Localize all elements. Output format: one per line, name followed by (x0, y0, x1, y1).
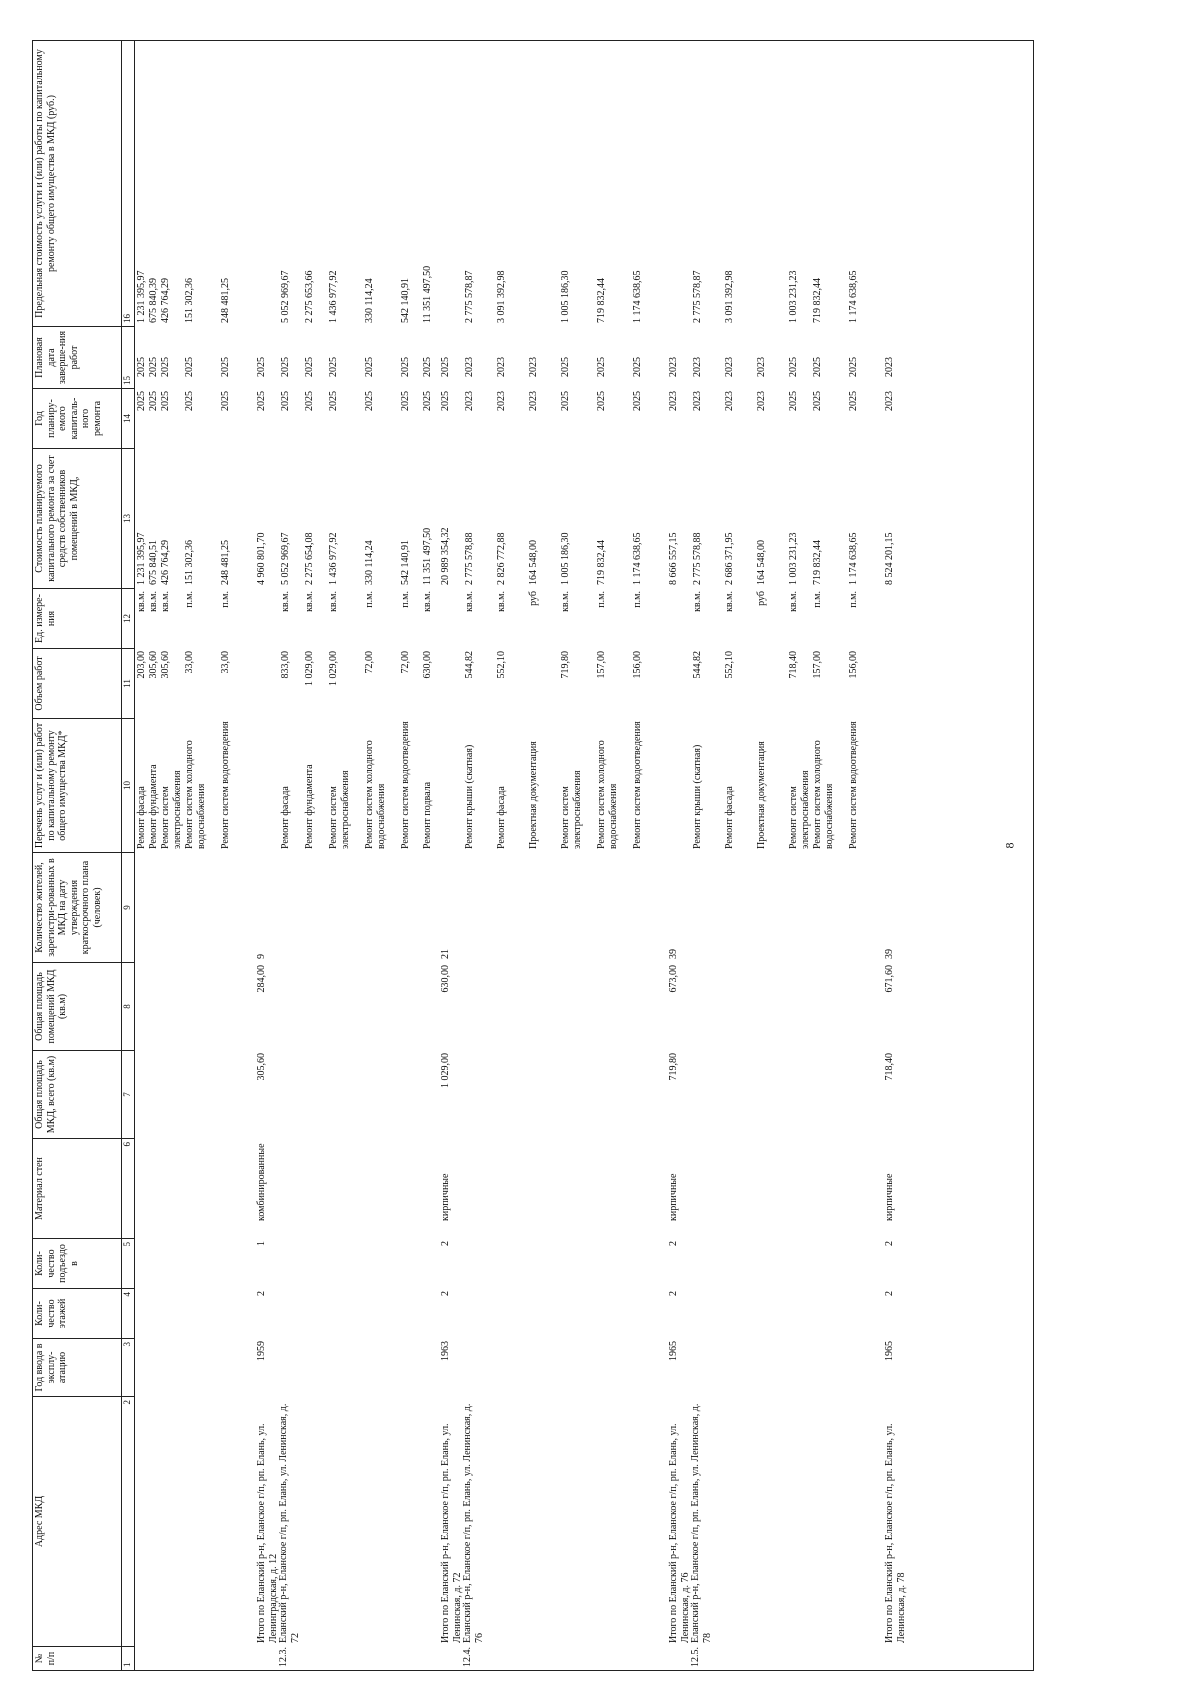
planned-cost: 1 005 186,30 (560, 532, 571, 585)
unit: руб (756, 591, 767, 606)
completion-date: 2023 (756, 357, 767, 377)
year-built: 1965 (668, 1341, 679, 1361)
total-label: Итого по Еланский р-н, Еланское г/п, рп. Елань, ул. Ленинская, д. 78 (884, 1423, 907, 1643)
residents: 9 (256, 954, 267, 959)
planned-cost: 2 775 578,88 (692, 532, 703, 585)
planned-cost: 1 174 638,65 (848, 532, 859, 585)
table-body (135, 41, 1034, 1671)
entrances: 2 (884, 1241, 895, 1246)
work-volume: 157,00 (596, 651, 607, 679)
work-volume: 630,00 (422, 651, 433, 679)
unit: п.м. (364, 591, 375, 608)
unit: п.м. (184, 591, 195, 608)
unit: п.м. (812, 591, 823, 608)
work-type: Ремонт фундамента (148, 764, 159, 849)
work-volume: 305,60 (148, 651, 159, 679)
work-type: Ремонт фасада (724, 786, 735, 849)
residents: 21 (440, 949, 451, 959)
plan-year: 2025 (328, 391, 339, 411)
completion-date: 2025 (136, 357, 147, 377)
plan-year: 2025 (136, 391, 147, 411)
plan-year: 2023 (496, 391, 507, 411)
mkd-address: Еланский р-н, Еланское г/п, рп. Елань, ул. Ленинская, д. 72 (278, 1403, 301, 1643)
floors: 2 (256, 1291, 267, 1296)
work-volume: 305,60 (160, 651, 171, 679)
total-area: 1 029,00 (440, 1053, 451, 1088)
residents: 39 (668, 949, 679, 959)
max-cost: 675 840,39 (148, 278, 159, 323)
max-cost: 426 764,29 (160, 278, 171, 323)
column-number: 1 (122, 1647, 135, 1671)
completion-date: 2025 (440, 357, 451, 377)
plan-year: 2025 (788, 391, 799, 411)
header-cell: Коли-чество этажей (33, 1289, 122, 1339)
plan-year: 2025 (812, 391, 823, 411)
column-number: 2 (122, 1397, 135, 1647)
mkd-address: Еланский р-н, Еланское г/п, рп. Елань, ул. Ленинская, д. 76 (462, 1403, 485, 1643)
completion-date: 2023 (692, 357, 703, 377)
plan-year: 2023 (668, 391, 679, 411)
work-volume: 544,82 (464, 651, 475, 679)
premises-area: 673,00 (668, 965, 679, 993)
max-cost: 542 140,91 (400, 278, 411, 323)
planned-cost: 1 174 638,65 (632, 532, 643, 585)
column-number: 12 (122, 589, 135, 649)
table-header-row (33, 41, 122, 1671)
work-type: Ремонт систем водоотведения (400, 721, 411, 849)
work-type: Ремонт систем электроснабжения (328, 770, 351, 849)
plan-year: 2025 (160, 391, 171, 411)
completion-date: 2025 (160, 357, 171, 377)
max-cost: 151 302,36 (184, 278, 195, 323)
unit: кв.м. (788, 591, 799, 612)
item-number: 12.4. (462, 1647, 473, 1667)
work-type: Ремонт систем электроснабжения (160, 770, 183, 849)
header-cell: Количество жителей, зарегистри-рованных в МКД на дату утверждения краткосрочного плана (человек) (33, 853, 122, 963)
column-number: 8 (122, 963, 135, 1051)
work-type: Ремонт систем электроснабжения (788, 770, 811, 849)
unit: кв.м. (304, 591, 315, 612)
work-volume: 72,00 (400, 651, 411, 674)
max-cost: 1 231 395,97 (136, 270, 147, 323)
planned-cost: 164 548,00 (528, 540, 539, 585)
work-volume: 33,00 (184, 651, 195, 674)
plan-year: 2023 (884, 391, 895, 411)
max-cost: 5 052 969,67 (280, 270, 291, 323)
unit: п.м. (220, 591, 231, 608)
planned-cost: 542 140,91 (400, 540, 411, 585)
work-volume: 157,00 (812, 651, 823, 679)
residents: 39 (884, 949, 895, 959)
column-number: 6 (122, 1139, 135, 1239)
total-label: Итого по Еланский р-н, Еланское г/п, рп. Елань, ул. Ленинская, д. 72 (440, 1423, 463, 1643)
header-cell: Ед. измере-ния (33, 589, 122, 649)
planned-cost: 11 351 497,50 (422, 527, 433, 585)
entrances: 1 (256, 1241, 267, 1246)
header-cell: Год планиру-емого капиталь-ного ремонта (33, 389, 122, 449)
completion-date: 2025 (280, 357, 291, 377)
unit: кв.м. (160, 591, 171, 612)
column-number: 7 (122, 1051, 135, 1139)
completion-date: 2025 (304, 357, 315, 377)
total-label: Итого по Еланский р-н, Еланское г/п, рп. Елань, ул. Ленинская, д. 76 (668, 1423, 691, 1643)
completion-date: 2025 (788, 357, 799, 377)
repair-plan-table (32, 40, 1034, 1671)
planned-cost: 248 481,25 (220, 540, 231, 585)
table-body-row (135, 41, 1034, 1671)
planned-cost: 719 832,44 (596, 540, 607, 585)
header-cell: Материал стен (33, 1139, 122, 1239)
unit: п.м. (632, 591, 643, 608)
planned-cost: 426 764,29 (160, 540, 171, 585)
work-volume: 72,00 (364, 651, 375, 674)
max-cost: 330 114,24 (364, 278, 375, 323)
work-volume: 156,00 (848, 651, 859, 679)
work-volume: 1 029,00 (328, 651, 339, 686)
unit: кв.м. (148, 591, 159, 612)
floors: 2 (884, 1291, 895, 1296)
column-number: 11 (122, 649, 135, 719)
completion-date: 2025 (364, 357, 375, 377)
work-volume: 552,10 (496, 651, 507, 679)
unit: кв.м. (496, 591, 507, 612)
plan-year: 2023 (464, 391, 475, 411)
plan-year: 2025 (256, 391, 267, 411)
column-number: 4 (122, 1289, 135, 1339)
plan-year: 2025 (596, 391, 607, 411)
column-number: 10 (122, 719, 135, 853)
completion-date: 2023 (528, 357, 539, 377)
total-area: 718,40 (884, 1053, 895, 1081)
plan-year: 2025 (632, 391, 643, 411)
max-cost: 248 481,25 (220, 278, 231, 323)
mkd-address: Еланский р-н, Еланское г/п, рп. Елань, ул. Ленинская, д. 78 (690, 1403, 713, 1643)
entrances: 2 (668, 1241, 679, 1246)
plan-year: 2025 (364, 391, 375, 411)
work-type: Ремонт крыши (скатная) (464, 744, 475, 849)
unit: кв.м. (724, 591, 735, 612)
column-number: 5 (122, 1239, 135, 1289)
wall-material: комбинированные (256, 1143, 267, 1221)
planned-cost: 2 275 654,08 (304, 532, 315, 585)
header-cell: Объем работ (33, 649, 122, 719)
premises-area: 284,00 (256, 965, 267, 993)
planned-cost: 164 548,00 (756, 540, 767, 585)
work-volume: 719,80 (560, 651, 571, 679)
header-cell: Плановая дата заверше-ния работ (33, 327, 122, 389)
completion-date: 2025 (596, 357, 607, 377)
work-type: Проектная документация (528, 741, 539, 849)
wall-material: кирпичные (668, 1173, 679, 1221)
entrances: 2 (440, 1241, 451, 1246)
unit: кв.м. (136, 591, 147, 612)
work-volume: 1 029,00 (304, 651, 315, 686)
work-type: Ремонт крыши (скатная) (692, 744, 703, 849)
plan-year: 2025 (220, 391, 231, 411)
plan-year: 2023 (528, 391, 539, 411)
planned-cost: 1 231 395,97 (136, 532, 147, 585)
total-area: 719,80 (668, 1053, 679, 1081)
work-volume: 203,00 (136, 651, 147, 679)
completion-date: 2025 (400, 357, 411, 377)
header-cell: Год ввода в эксплу-атацию (33, 1339, 122, 1397)
unit: п.м. (596, 591, 607, 608)
header-cell: Предельная стоимость услуги и (или) работы по капитальному ремонту общего имущества в МКД (руб.) (33, 41, 122, 327)
plan-year: 2025 (148, 391, 159, 411)
max-cost: 1 436 977,92 (328, 270, 339, 323)
planned-cost: 2 775 578,88 (464, 532, 475, 585)
completion-date: 2023 (464, 357, 475, 377)
work-volume: 718,40 (788, 651, 799, 679)
work-type: Ремонт фасада (496, 786, 507, 849)
total-cost: 4 960 801,70 (256, 532, 267, 585)
max-cost: 1 174 638,65 (848, 270, 859, 323)
work-type: Ремонт систем холодного водоснабжения (364, 740, 387, 849)
column-number-row (122, 41, 135, 1671)
completion-date: 2025 (328, 357, 339, 377)
work-type: Ремонт систем холодного водоснабжения (596, 740, 619, 849)
item-number: 12.3. (278, 1647, 289, 1667)
work-type: Ремонт систем холодного водоснабжения (812, 740, 835, 849)
max-cost: 719 832,44 (812, 278, 823, 323)
work-volume: 552,10 (724, 651, 735, 679)
work-type: Ремонт фундамента (304, 764, 315, 849)
item-number: 12.5. (690, 1647, 701, 1667)
plan-year: 2025 (440, 391, 451, 411)
completion-date: 2025 (148, 357, 159, 377)
column-number: 3 (122, 1339, 135, 1397)
header-cell: Адрес МКД (33, 1397, 122, 1647)
year-built: 1959 (256, 1341, 267, 1361)
unit: п.м. (848, 591, 859, 608)
header-cell: № п/п (33, 1647, 122, 1671)
completion-date: 2025 (812, 357, 823, 377)
work-volume: 156,00 (632, 651, 643, 679)
work-type: Ремонт систем холодного водоснабжения (184, 740, 207, 849)
header-cell: Общая площадь помещений МКД (кв.м) (33, 963, 122, 1051)
work-type: Ремонт фасада (280, 786, 291, 849)
plan-year: 2025 (848, 391, 859, 411)
unit: кв.м. (422, 591, 433, 612)
max-cost: 1 174 638,65 (632, 270, 643, 323)
work-volume: 544,82 (692, 651, 703, 679)
unit: п.м. (400, 591, 411, 608)
page-number: 8 (1002, 842, 1017, 849)
unit: кв.м. (280, 591, 291, 612)
unit: руб (528, 591, 539, 606)
header-cell: Общая площадь МКД, всего (кв.м) (33, 1051, 122, 1139)
planned-cost: 719 832,44 (812, 540, 823, 585)
planned-cost: 2 826 772,88 (496, 532, 507, 585)
planned-cost: 151 302,36 (184, 540, 195, 585)
floors: 2 (668, 1291, 679, 1296)
plan-year: 2025 (184, 391, 195, 411)
completion-date: 2023 (668, 357, 679, 377)
column-number: 15 (122, 327, 135, 389)
plan-year: 2025 (560, 391, 571, 411)
work-volume: 33,00 (220, 651, 231, 674)
total-cost: 20 989 354,32 (440, 527, 451, 585)
total-cost: 8 524 201,15 (884, 532, 895, 585)
work-type: Ремонт систем водоотведения (848, 721, 859, 849)
completion-date: 2025 (422, 357, 433, 377)
column-number: 13 (122, 449, 135, 589)
total-cost: 8 666 557,15 (668, 532, 679, 585)
max-cost: 2 775 578,87 (692, 270, 703, 323)
planned-cost: 330 114,24 (364, 540, 375, 585)
plan-year: 2025 (400, 391, 411, 411)
repair-plan-sheet (32, 41, 1047, 1671)
unit: кв.м. (328, 591, 339, 612)
completion-date: 2025 (848, 357, 859, 377)
work-type: Проектная документация (756, 741, 767, 849)
header-cell: Стоимость планируемого капитального ремонта за счет средств собственников помещений в МКД, (33, 449, 122, 589)
planned-cost: 675 840,51 (148, 540, 159, 585)
plan-year: 2025 (422, 391, 433, 411)
plan-year: 2025 (304, 391, 315, 411)
work-type: Ремонт систем водоотведения (220, 721, 231, 849)
completion-date: 2025 (184, 357, 195, 377)
unit: кв.м. (692, 591, 703, 612)
completion-date: 2025 (220, 357, 231, 377)
wall-material: кирпичные (440, 1173, 451, 1221)
planned-cost: 1 436 977,92 (328, 532, 339, 585)
completion-date: 2023 (496, 357, 507, 377)
plan-year: 2023 (756, 391, 767, 411)
max-cost: 719 832,44 (596, 278, 607, 323)
planned-cost: 5 052 969,67 (280, 532, 291, 585)
completion-date: 2023 (724, 357, 735, 377)
total-label: Итого по Еланский р-н, Еланское г/п, рп. Елань, ул. Ленинградская, д. 12 (256, 1423, 279, 1643)
work-type: Ремонт фасада (136, 786, 147, 849)
column-number: 14 (122, 389, 135, 449)
year-built: 1963 (440, 1341, 451, 1361)
premises-area: 630,00 (440, 965, 451, 993)
premises-area: 671,60 (884, 965, 895, 993)
wall-material: кирпичные (884, 1173, 895, 1221)
completion-date: 2023 (884, 357, 895, 377)
plan-year: 2023 (724, 391, 735, 411)
max-cost: 11 351 497,50 (422, 265, 433, 323)
planned-cost: 1 003 231,23 (788, 532, 799, 585)
max-cost: 3 091 392,98 (724, 270, 735, 323)
header-cell: Коли-чество подъездо в (33, 1239, 122, 1289)
year-built: 1965 (884, 1341, 895, 1361)
completion-date: 2025 (560, 357, 571, 377)
max-cost: 1 005 186,30 (560, 270, 571, 323)
work-volume: 833,00 (280, 651, 291, 679)
max-cost: 3 091 392,98 (496, 270, 507, 323)
plan-year: 2025 (280, 391, 291, 411)
completion-date: 2025 (632, 357, 643, 377)
work-type: Ремонт систем электроснабжения (560, 770, 583, 849)
unit: кв.м. (464, 591, 475, 612)
unit: кв.м. (560, 591, 571, 612)
completion-date: 2025 (256, 357, 267, 377)
work-type: Ремонт систем водоотведения (632, 721, 643, 849)
total-area: 305,60 (256, 1053, 267, 1081)
max-cost: 2 275 653,66 (304, 270, 315, 323)
plan-year: 2023 (692, 391, 703, 411)
max-cost: 2 775 578,87 (464, 270, 475, 323)
work-type: Ремонт подвала (422, 781, 433, 849)
planned-cost: 2 686 371,95 (724, 532, 735, 585)
max-cost: 1 003 231,23 (788, 270, 799, 323)
column-number: 16 (122, 41, 135, 327)
header-cell: Перечень услуг и (или) работ по капитальному ремонту общего имущества МКД* (33, 719, 122, 853)
column-number: 9 (122, 853, 135, 963)
floors: 2 (440, 1291, 451, 1296)
